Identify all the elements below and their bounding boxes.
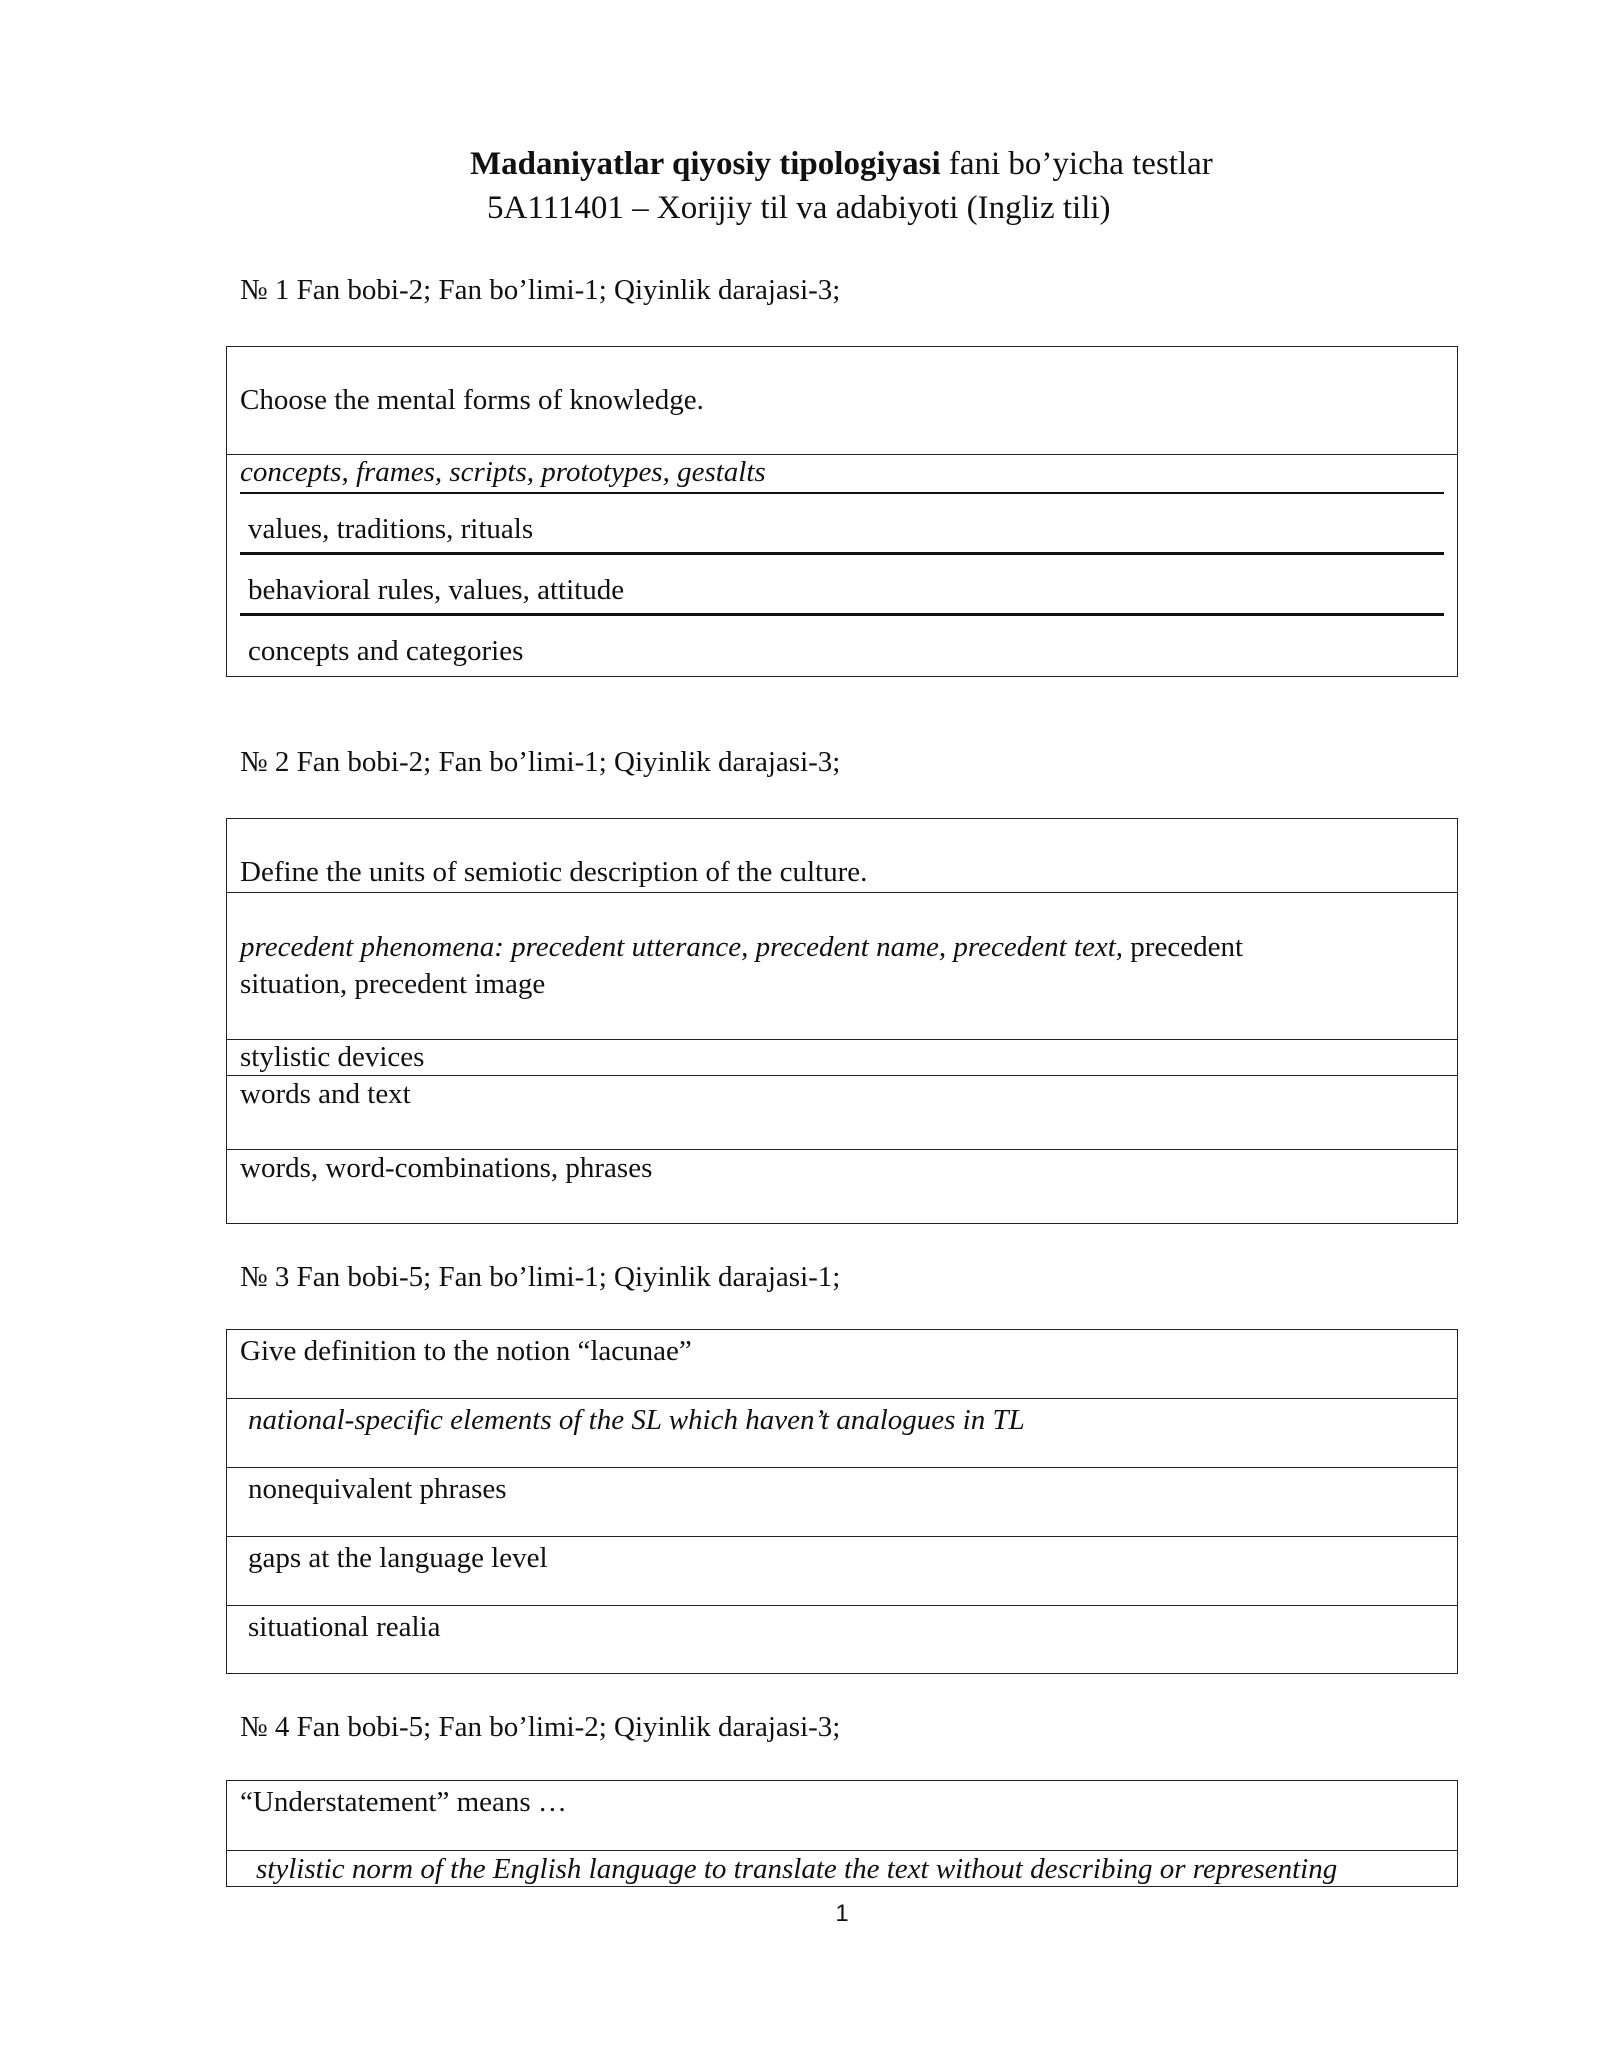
answer-underline <box>240 552 1444 555</box>
question-4-meta: № 4 Fan bobi-5; Fan bo’limi-2; Qiyinlik darajasi-3; <box>240 1711 841 1743</box>
row-divider <box>227 892 1457 893</box>
question-2-answer-2: stylistic devices <box>240 1041 425 1073</box>
question-2-answer-4: words, word-combinations, phrases <box>240 1152 653 1184</box>
question-1-box <box>226 346 1458 677</box>
question-1-answer-1: concepts, frames, scripts, prototypes, gestalts <box>240 456 766 488</box>
answer-1-rest: precedent <box>1123 931 1243 963</box>
question-2-box <box>226 818 1458 1224</box>
answer-underline <box>240 492 1444 494</box>
question-3-box <box>226 1329 1458 1674</box>
document-subtitle: 5A111401 – Xorijiy til va adabiyoti (Ingliz tili) <box>487 190 1111 226</box>
question-1-text: Choose the mental forms of knowledge. <box>240 384 704 416</box>
question-2-answer-3: words and text <box>240 1078 411 1110</box>
question-2-answer-1 <box>240 929 1243 966</box>
question-4-text: “Understatement” means … <box>240 1786 567 1818</box>
question-4-box <box>226 1780 1458 1887</box>
question-3-answer-2: nonequivalent phrases <box>248 1473 507 1505</box>
page-number: 1 <box>835 1900 849 1927</box>
question-1-meta: № 1 Fan bobi-2; Fan bo’limi-1; Qiyinlik darajasi-3; <box>240 274 841 306</box>
title-bold: Madaniyatlar qiyosiy tipologiyasi <box>470 146 941 182</box>
question-2-text: Define the units of semiotic description of the culture. <box>240 856 868 888</box>
row-divider <box>227 1605 1457 1606</box>
title-rest: fani bo’yicha testlar <box>940 146 1213 182</box>
question-2-meta: № 2 Fan bobi-2; Fan bo’limi-1; Qiyinlik darajasi-3; <box>240 746 841 778</box>
question-3-answer-4: situational realia <box>248 1611 441 1643</box>
question-3-answer-3: gaps at the language level <box>248 1542 548 1574</box>
row-divider <box>227 1536 1457 1537</box>
question-1-answer-2: values, traditions, rituals <box>248 513 534 545</box>
question-1-answer-4: concepts and categories <box>248 635 524 667</box>
document-title <box>470 146 1213 183</box>
question-2-answer-1-line2: situation, precedent image <box>240 968 546 1000</box>
answer-underline <box>240 613 1444 616</box>
question-1-answer-3: behavioral rules, values, attitude <box>248 574 625 606</box>
question-3-text: Give definition to the notion “lacunae” <box>240 1335 692 1367</box>
answer-1-italic: precedent phenomena: precedent utterance, precedent name, precedent text, <box>240 931 1124 963</box>
row-divider <box>227 1398 1457 1399</box>
question-3-meta: № 3 Fan bobi-5; Fan bo’limi-1; Qiyinlik darajasi-1; <box>240 1261 841 1293</box>
row-divider <box>227 1075 1457 1076</box>
question-3-answer-1: national-specific elements of the SL which haven’t analogues in TL <box>248 1404 1025 1436</box>
question-4-answer-1: stylistic norm of the English language to translate the text without describing or representing <box>256 1853 1338 1885</box>
row-divider <box>227 1467 1457 1468</box>
